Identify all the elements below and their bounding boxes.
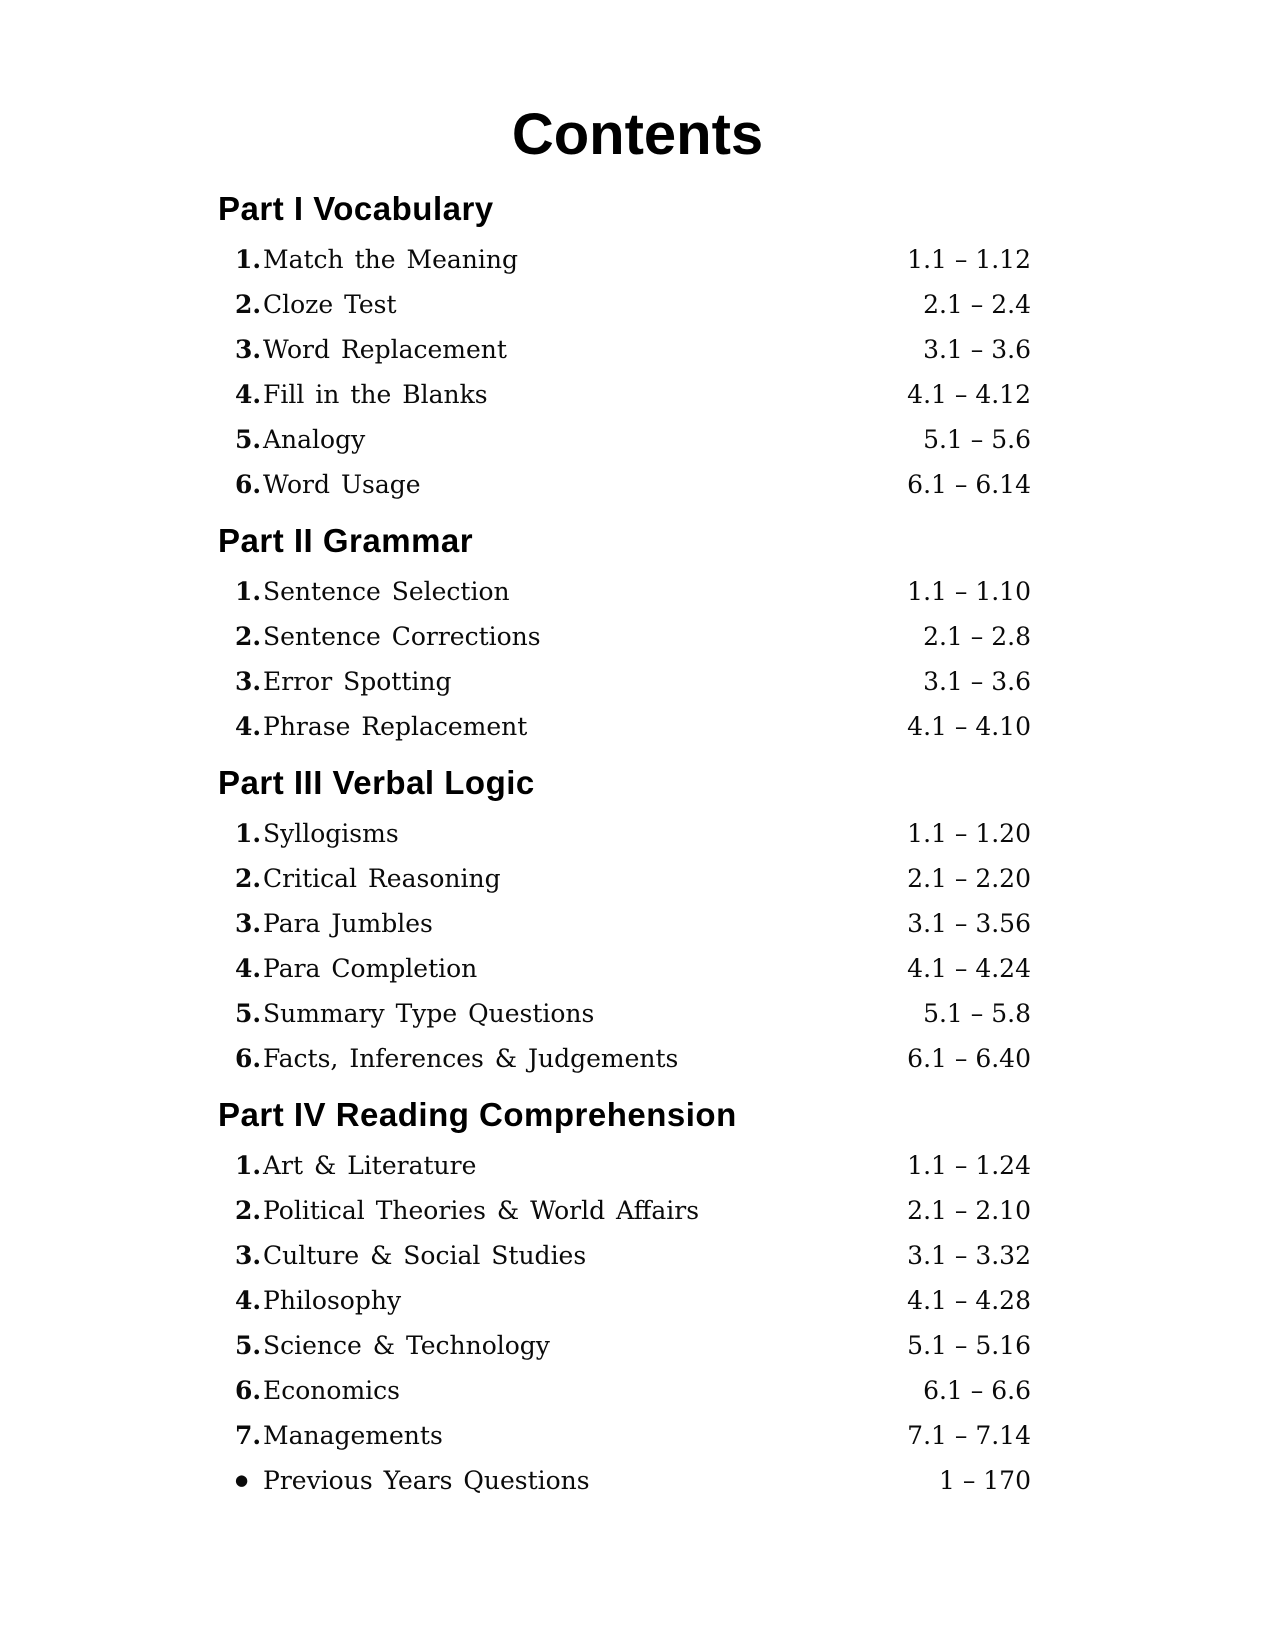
item-page-range: 6.1 – 6.6 (923, 1376, 1031, 1405)
item-title: Philosophy (263, 1286, 402, 1315)
item-number: 5. (235, 999, 262, 1028)
toc-sections (0, 186, 1275, 1503)
item-number: 6. (235, 1044, 262, 1073)
item-number: 5. (235, 425, 262, 454)
item-page-range: 7.1 – 7.14 (907, 1421, 1031, 1450)
item-page-range: 3.1 – 3.6 (923, 335, 1031, 364)
item-page-range: 2.1 – 2.8 (923, 622, 1031, 651)
section-heading-part-2: Part II Grammar (218, 522, 474, 559)
toc-row (0, 327, 1275, 372)
item-number: 6. (235, 1376, 262, 1405)
toc-row (0, 991, 1275, 1036)
toc-row (0, 659, 1275, 704)
toc-row (0, 614, 1275, 659)
section-heading-part-3: Part III Verbal Logic (218, 764, 535, 801)
item-title: Word Usage (263, 470, 421, 499)
item-page-range: 4.1 – 4.24 (907, 954, 1031, 983)
item-number: 6. (235, 470, 262, 499)
item-number: 2. (235, 1196, 262, 1225)
toc-row (0, 1278, 1275, 1323)
item-number: 1. (235, 1151, 262, 1180)
item-number: 3. (235, 909, 262, 938)
item-title: Critical Reasoning (263, 864, 501, 893)
item-title: Science & Technology (263, 1331, 550, 1360)
item-title: Match the Meaning (263, 245, 518, 274)
section-heading-part-1: Part I Vocabulary (218, 190, 494, 227)
item-number: 3. (235, 1241, 262, 1270)
item-number: 2. (235, 622, 262, 651)
toc-row (0, 372, 1275, 417)
item-title: Word Replacement (263, 335, 507, 364)
item-title: Art & Literature (263, 1151, 477, 1180)
toc-row (0, 569, 1275, 614)
toc-row (0, 1368, 1275, 1413)
item-number: 4. (235, 712, 262, 741)
item-title: Fill in the Blanks (263, 380, 488, 409)
item-page-range: 2.1 – 2.4 (923, 290, 1031, 319)
item-number: 3. (235, 335, 262, 364)
item-title: Error Spotting (263, 667, 452, 696)
toc-row (0, 1413, 1275, 1458)
item-title: Syllogisms (263, 819, 399, 848)
item-title: Economics (263, 1376, 400, 1405)
toc-row (0, 1188, 1275, 1233)
item-page-range: 1.1 – 1.10 (907, 577, 1031, 606)
toc-row (0, 1323, 1275, 1368)
item-page-range: 5.1 – 5.6 (923, 425, 1031, 454)
bullet-icon: ● (235, 1471, 249, 1489)
item-page-range: 1.1 – 1.24 (907, 1151, 1031, 1180)
toc-row (0, 856, 1275, 901)
item-title: Phrase Replacement (263, 712, 528, 741)
item-title: Managements (263, 1421, 443, 1450)
item-page-range: 3.1 – 3.32 (907, 1241, 1031, 1270)
item-number: 4. (235, 1286, 262, 1315)
item-page-range: 2.1 – 2.10 (907, 1196, 1031, 1225)
toc-row (0, 901, 1275, 946)
item-title: Para Completion (263, 954, 478, 983)
toc-row (0, 1458, 1275, 1503)
item-page-range: 6.1 – 6.14 (907, 470, 1031, 499)
item-title: Sentence Corrections (263, 622, 541, 651)
toc-row (0, 1233, 1275, 1278)
item-page-range: 3.1 – 3.6 (923, 667, 1031, 696)
item-number: 1. (235, 245, 262, 274)
toc-row (0, 946, 1275, 991)
item-title: Cloze Test (263, 290, 397, 319)
toc-row (0, 1143, 1275, 1188)
toc-row (0, 282, 1275, 327)
item-title: Sentence Selection (263, 577, 510, 606)
toc-row (0, 1036, 1275, 1081)
toc-row (0, 237, 1275, 282)
item-number: 4. (235, 380, 262, 409)
item-number: 2. (235, 290, 262, 319)
item-number: 5. (235, 1331, 262, 1360)
item-number: 1. (235, 577, 262, 606)
item-title: Previous Years Questions (263, 1466, 590, 1495)
item-page-range: 4.1 – 4.28 (907, 1286, 1031, 1315)
item-page-range: 5.1 – 5.8 (923, 999, 1031, 1028)
item-page-range: 1.1 – 1.12 (907, 245, 1031, 274)
item-number: 3. (235, 667, 262, 696)
item-page-range: 4.1 – 4.12 (907, 380, 1031, 409)
toc-row (0, 417, 1275, 462)
item-title: Summary Type Questions (263, 999, 595, 1028)
toc-row (0, 704, 1275, 749)
toc-row (0, 462, 1275, 507)
item-number: 1. (235, 819, 262, 848)
item-title: Para Jumbles (263, 909, 433, 938)
item-title: Culture & Social Studies (263, 1241, 587, 1270)
item-page-range: 1 – 170 (938, 1466, 1031, 1495)
item-number: 2. (235, 864, 262, 893)
item-page-range: 4.1 – 4.10 (907, 712, 1031, 741)
item-title: Political Theories & World Affairs (263, 1196, 700, 1225)
toc-row (0, 811, 1275, 856)
item-number: 4. (235, 954, 262, 983)
item-page-range: 2.1 – 2.20 (907, 864, 1031, 893)
item-title: Analogy (263, 425, 366, 454)
item-page-range: 5.1 – 5.16 (907, 1331, 1031, 1360)
page-title: Contents (511, 102, 764, 167)
item-page-range: 1.1 – 1.20 (907, 819, 1031, 848)
item-number: 7. (235, 1421, 262, 1450)
item-page-range: 3.1 – 3.56 (907, 909, 1031, 938)
section-heading-part-4: Part IV Reading Comprehension (218, 1096, 737, 1133)
item-title: Facts, Inferences & Judgements (263, 1044, 679, 1073)
item-page-range: 6.1 – 6.40 (907, 1044, 1031, 1073)
